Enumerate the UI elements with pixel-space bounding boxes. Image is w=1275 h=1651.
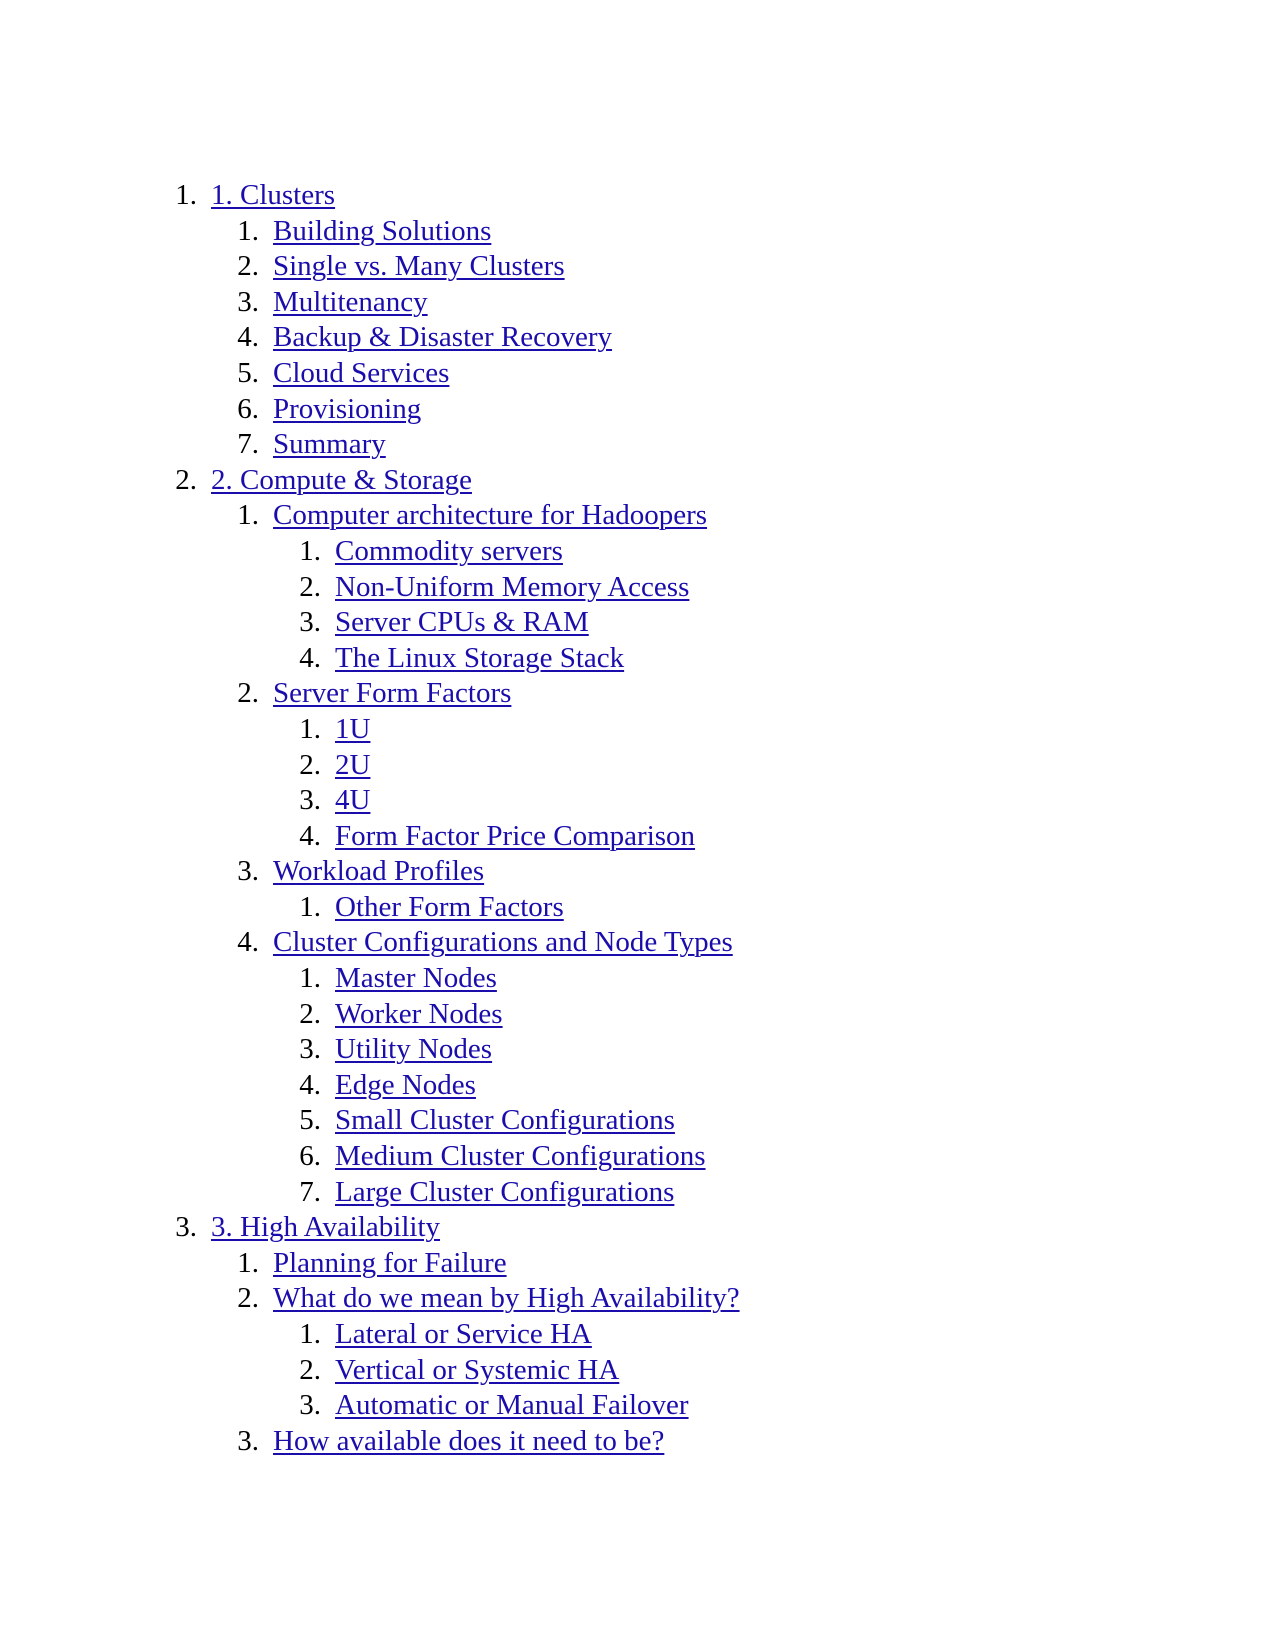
entry-number: 7. <box>237 428 259 461</box>
toc-link-form-factor-price-comparison[interactable]: Form Factor Price Comparison <box>335 819 696 852</box>
entry-number: 1. <box>299 712 321 745</box>
toc-entry <box>0 1103 1275 1139</box>
toc-link-lateral-ha[interactable]: Lateral or Service HA <box>335 1318 592 1350</box>
entry-number: 3. <box>237 285 259 318</box>
entry-number: 3. <box>299 784 321 817</box>
toc-link-computer-architecture[interactable]: Computer architecture for Hadoopers <box>273 499 708 532</box>
toc-link-planning-for-failure[interactable]: Planning for Failure <box>273 1246 507 1279</box>
toc-link-building-solutions[interactable]: Building Solutions <box>273 214 492 247</box>
toc-entry <box>0 1281 1275 1317</box>
toc-entry <box>0 819 1275 855</box>
toc-link-worker-nodes[interactable]: Worker Nodes <box>335 997 503 1030</box>
toc-entry <box>0 570 1275 606</box>
toc-link-compute-storage[interactable]: 2. Compute & Storage <box>211 463 472 496</box>
entry-number: 3. <box>299 606 321 639</box>
toc-entry <box>0 1246 1275 1282</box>
toc-entry <box>0 1175 1275 1211</box>
toc-entry <box>0 392 1275 428</box>
toc-entry <box>0 1353 1275 1389</box>
entry-number: 6. <box>237 392 259 425</box>
entry-number: 4. <box>299 1068 321 1101</box>
entry-number: 4. <box>299 641 321 674</box>
entry-number: 1. <box>237 214 259 247</box>
table-of-contents <box>0 178 1275 1459</box>
toc-entry <box>0 961 1275 997</box>
toc-link-single-vs-many-clusters[interactable]: Single vs. Many Clusters <box>273 250 565 283</box>
entry-number: 1. <box>237 1246 259 1279</box>
toc-link-other-form-factors[interactable]: Other Form Factors <box>335 890 564 923</box>
toc-link-4u[interactable]: 4U <box>335 784 371 817</box>
entry-number: 5. <box>299 1104 321 1137</box>
toc-entry <box>0 249 1275 285</box>
toc-link-workload-profiles[interactable]: Workload Profiles <box>273 855 485 888</box>
entry-number: 5. <box>237 356 259 389</box>
toc-entry <box>0 320 1275 356</box>
toc-link-linux-storage-stack[interactable]: The Linux Storage Stack <box>335 641 625 674</box>
toc-entry <box>0 783 1275 819</box>
toc-link-commodity-servers[interactable]: Commodity servers <box>335 534 563 567</box>
entry-number: 3. <box>299 1389 321 1422</box>
toc-entry <box>0 1139 1275 1175</box>
toc-link-summary[interactable]: Summary <box>273 428 386 461</box>
toc-entry <box>0 997 1275 1033</box>
entry-number: 6. <box>299 1140 321 1173</box>
toc-entry <box>0 1317 1275 1353</box>
toc-link-provisioning[interactable]: Provisioning <box>273 392 422 425</box>
toc-link-cloud-services[interactable]: Cloud Services <box>273 356 450 389</box>
toc-entry <box>0 605 1275 641</box>
toc-entry <box>0 925 1275 961</box>
toc-entry <box>0 641 1275 677</box>
toc-link-clusters[interactable]: 1. Clusters <box>211 179 336 211</box>
toc-link-backup-disaster-recovery[interactable]: Backup & Disaster Recovery <box>273 321 613 354</box>
entry-number: 2. <box>299 1353 321 1386</box>
toc-entry <box>0 676 1275 712</box>
toc-entry <box>0 427 1275 463</box>
toc-entry <box>0 712 1275 748</box>
entry-number: 7. <box>299 1175 321 1208</box>
toc-entry <box>0 463 1275 499</box>
toc-link-edge-nodes[interactable]: Edge Nodes <box>335 1068 476 1101</box>
toc-link-small-cluster[interactable]: Small Cluster Configurations <box>335 1104 675 1137</box>
toc-link-2u[interactable]: 2U <box>335 748 371 781</box>
toc-link-how-available[interactable]: How available does it need to be? <box>273 1424 665 1457</box>
entry-number: 2. <box>237 250 259 283</box>
entry-number: 2. <box>299 997 321 1030</box>
entry-number: 3. <box>237 1424 259 1457</box>
toc-entry <box>0 178 1275 214</box>
entry-number: 1. <box>299 534 321 567</box>
toc-link-failover[interactable]: Automatic or Manual Failover <box>335 1389 689 1422</box>
toc-entry <box>0 534 1275 570</box>
toc-entry <box>0 1210 1275 1246</box>
entry-number: 3. <box>299 1033 321 1066</box>
entry-number: 3. <box>175 1211 197 1244</box>
toc-link-vertical-ha[interactable]: Vertical or Systemic HA <box>335 1353 620 1386</box>
toc-entry <box>0 1032 1275 1068</box>
entry-number: 1. <box>299 890 321 923</box>
toc-entry <box>0 356 1275 392</box>
toc-entry <box>0 1388 1275 1424</box>
entry-number: 2. <box>175 463 197 496</box>
entry-number: 2. <box>237 677 259 710</box>
toc-entry <box>0 214 1275 250</box>
toc-link-high-availability[interactable]: 3. High Availability <box>211 1211 441 1244</box>
toc-entry <box>0 498 1275 534</box>
toc-link-multitenancy[interactable]: Multitenancy <box>273 285 428 318</box>
toc-link-medium-cluster[interactable]: Medium Cluster Configurations <box>335 1140 706 1173</box>
entry-number: 1. <box>237 499 259 532</box>
toc-entry <box>0 748 1275 784</box>
toc-link-numa[interactable]: Non-Uniform Memory Access <box>335 570 690 603</box>
toc-entry <box>0 1424 1275 1460</box>
entry-number: 4. <box>237 926 259 959</box>
entry-number: 4. <box>299 819 321 852</box>
toc-link-server-cpus-ram[interactable]: Server CPUs & RAM <box>335 606 589 639</box>
toc-link-utility-nodes[interactable]: Utility Nodes <box>335 1033 493 1066</box>
toc-link-large-cluster[interactable]: Large Cluster Configurations <box>335 1175 675 1208</box>
toc-entry <box>0 1068 1275 1104</box>
entry-number: 1. <box>175 179 197 211</box>
entry-number: 1. <box>299 1318 321 1350</box>
toc-link-1u[interactable]: 1U <box>335 712 371 745</box>
toc-entry <box>0 285 1275 321</box>
entry-number: 4. <box>237 321 259 354</box>
toc-entry <box>0 854 1275 890</box>
entry-number: 2. <box>299 748 321 781</box>
toc-link-server-form-factors[interactable]: Server Form Factors <box>273 677 512 710</box>
entry-number: 2. <box>299 570 321 603</box>
toc-link-cluster-configurations[interactable]: Cluster Configurations and Node Types <box>273 926 733 959</box>
toc-entry <box>0 890 1275 926</box>
entry-number: 1. <box>299 962 321 995</box>
toc-link-master-nodes[interactable]: Master Nodes <box>335 962 497 995</box>
entry-number: 3. <box>237 855 259 888</box>
entry-number: 2. <box>237 1282 259 1315</box>
toc-link-what-is-ha[interactable]: What do we mean by High Availability? <box>273 1282 740 1315</box>
